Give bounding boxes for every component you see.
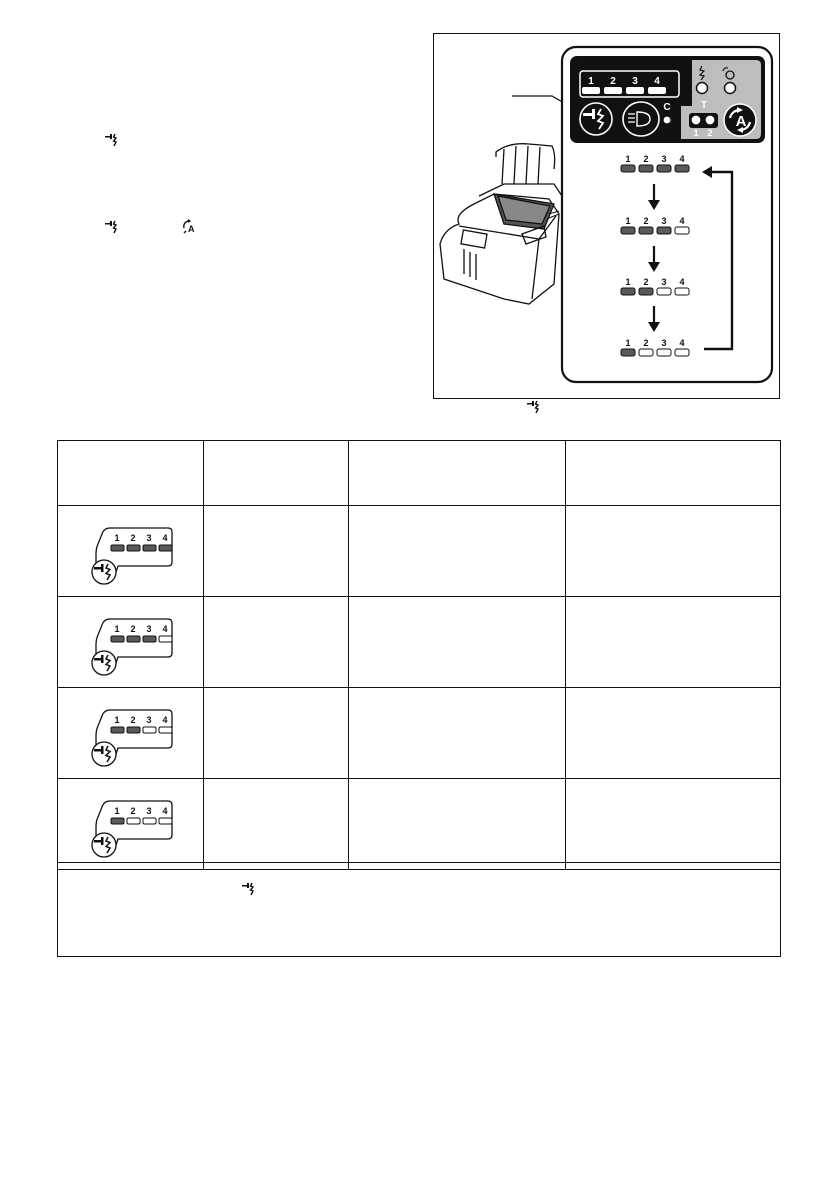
sequence-led-number: 4 (679, 277, 685, 287)
table-cell (204, 688, 349, 779)
impact-force-icon (92, 651, 116, 675)
badge-led (143, 727, 156, 733)
impact-force-icon (104, 220, 120, 234)
badge-led-number: 4 (162, 715, 168, 725)
badge-led (143, 545, 156, 551)
badge-led (127, 818, 140, 824)
table-cell (349, 688, 566, 779)
impact-force-icon (241, 882, 257, 896)
table-header-cell (58, 441, 204, 506)
sequence-led-number: 3 (661, 338, 667, 348)
badge-led-number: 3 (146, 533, 152, 543)
sequence-led-number: 4 (679, 338, 685, 348)
sequence-led (675, 349, 689, 356)
sequence-led-number: 3 (661, 277, 667, 287)
impact-force-icon (92, 742, 116, 766)
led-indicator (626, 87, 644, 94)
sequence-led-number: 2 (643, 216, 649, 226)
badge-led-number: 4 (162, 533, 168, 543)
led-badge-illustration (58, 506, 203, 591)
badge-led (159, 545, 172, 551)
sequence-led (657, 349, 671, 356)
table-cell (566, 506, 781, 597)
badge-led (127, 727, 140, 733)
table-row (58, 688, 781, 779)
led-badge-illustration (58, 597, 203, 682)
impact-force-icon (526, 400, 542, 414)
led-indicator (604, 87, 622, 94)
sequence-led-number: 1 (625, 216, 631, 226)
note-box (57, 862, 781, 957)
table-cell (58, 688, 204, 779)
sequence-led (675, 227, 689, 234)
led-indicator (648, 87, 666, 94)
impact-force-icon (104, 133, 120, 147)
sequence-led (639, 227, 653, 234)
auto-mode-button-icon (724, 104, 756, 136)
badge-led (159, 818, 172, 824)
badge-led (127, 636, 140, 642)
table-header-row (58, 441, 781, 506)
badge-led-number: 4 (162, 624, 168, 634)
table-cell (349, 506, 566, 597)
led-badge-illustration (58, 688, 203, 773)
table-header-cell (349, 441, 566, 506)
badge-led-number: 2 (130, 533, 136, 543)
led-badge-illustration (58, 779, 203, 864)
badge-led (111, 727, 124, 733)
tool-illustration (440, 144, 564, 304)
badge-led (143, 636, 156, 642)
badge-led-number: 1 (114, 715, 120, 725)
badge-led (159, 727, 172, 733)
table-cell (566, 597, 781, 688)
sequence-led (621, 165, 635, 172)
table-cell (204, 779, 349, 870)
badge-led-number: 3 (146, 624, 152, 634)
badge-led-number: 2 (130, 806, 136, 816)
badge-led-number: 2 (130, 624, 136, 634)
sequence-led (621, 288, 635, 295)
auto-letter: A (735, 113, 747, 130)
badge-led (127, 545, 140, 551)
badge-led-number: 1 (114, 533, 120, 543)
sequence-led (657, 288, 671, 295)
sequence-led-number: 2 (643, 338, 649, 348)
impact-force-table (57, 440, 781, 870)
table-row (58, 597, 781, 688)
badge-led-number: 3 (146, 715, 152, 725)
t-number-1: 1 (693, 128, 699, 138)
sequence-led-number: 2 (643, 154, 649, 164)
table-row (58, 779, 781, 870)
sequence-led-number: 3 (661, 154, 667, 164)
table-cell (349, 779, 566, 870)
sequence-led-number: 4 (679, 216, 685, 226)
table-cell (566, 779, 781, 870)
table-cell (58, 779, 204, 870)
sequence-led-number: 1 (625, 338, 631, 348)
led-number: 4 (654, 76, 660, 87)
badge-led (111, 818, 124, 824)
impact-force-button-icon (580, 103, 612, 135)
t-label: T (700, 100, 708, 111)
impact-force-icon (92, 833, 116, 857)
table-cell (58, 597, 204, 688)
badge-led (159, 636, 172, 642)
badge-led-number: 1 (114, 806, 120, 816)
sequence-led-number: 1 (625, 154, 631, 164)
auto-mode-icon (181, 219, 198, 234)
sequence-led (621, 349, 635, 356)
table-cell (204, 597, 349, 688)
sequence-led (639, 349, 653, 356)
sequence-led-number: 2 (643, 277, 649, 287)
sequence-led-number: 1 (625, 277, 631, 287)
badge-led (143, 818, 156, 824)
sequence-led (639, 165, 653, 172)
badge-led-number: 1 (114, 624, 120, 634)
sequence-led (639, 288, 653, 295)
impact-force-icon (92, 560, 116, 584)
sequence-led (657, 227, 671, 234)
t-number-2: 2 (707, 128, 713, 138)
badge-led-number: 3 (146, 806, 152, 816)
svg-text:A: A (188, 224, 195, 234)
sequence-led (675, 288, 689, 295)
table-cell (349, 597, 566, 688)
badge-led (111, 545, 124, 551)
sequence-led (621, 227, 635, 234)
sequence-led-number: 3 (661, 216, 667, 226)
sequence-led-number: 4 (679, 154, 685, 164)
light-icon (623, 102, 659, 136)
table-header-cell (204, 441, 349, 506)
led-indicator (582, 87, 600, 94)
badge-led-number: 2 (130, 715, 136, 725)
control-panel-figure (433, 33, 780, 399)
table-cell (566, 688, 781, 779)
led-number: 2 (610, 76, 616, 87)
table-cell (58, 506, 204, 597)
sequence-led (657, 165, 671, 172)
led-number: 1 (588, 76, 594, 87)
table-cell (204, 506, 349, 597)
c-label: C (663, 102, 671, 113)
badge-led (111, 636, 124, 642)
badge-led-number: 4 (162, 806, 168, 816)
sequence-led (675, 165, 689, 172)
table-row (58, 506, 781, 597)
table-header-cell (566, 441, 781, 506)
led-number: 3 (632, 76, 638, 87)
